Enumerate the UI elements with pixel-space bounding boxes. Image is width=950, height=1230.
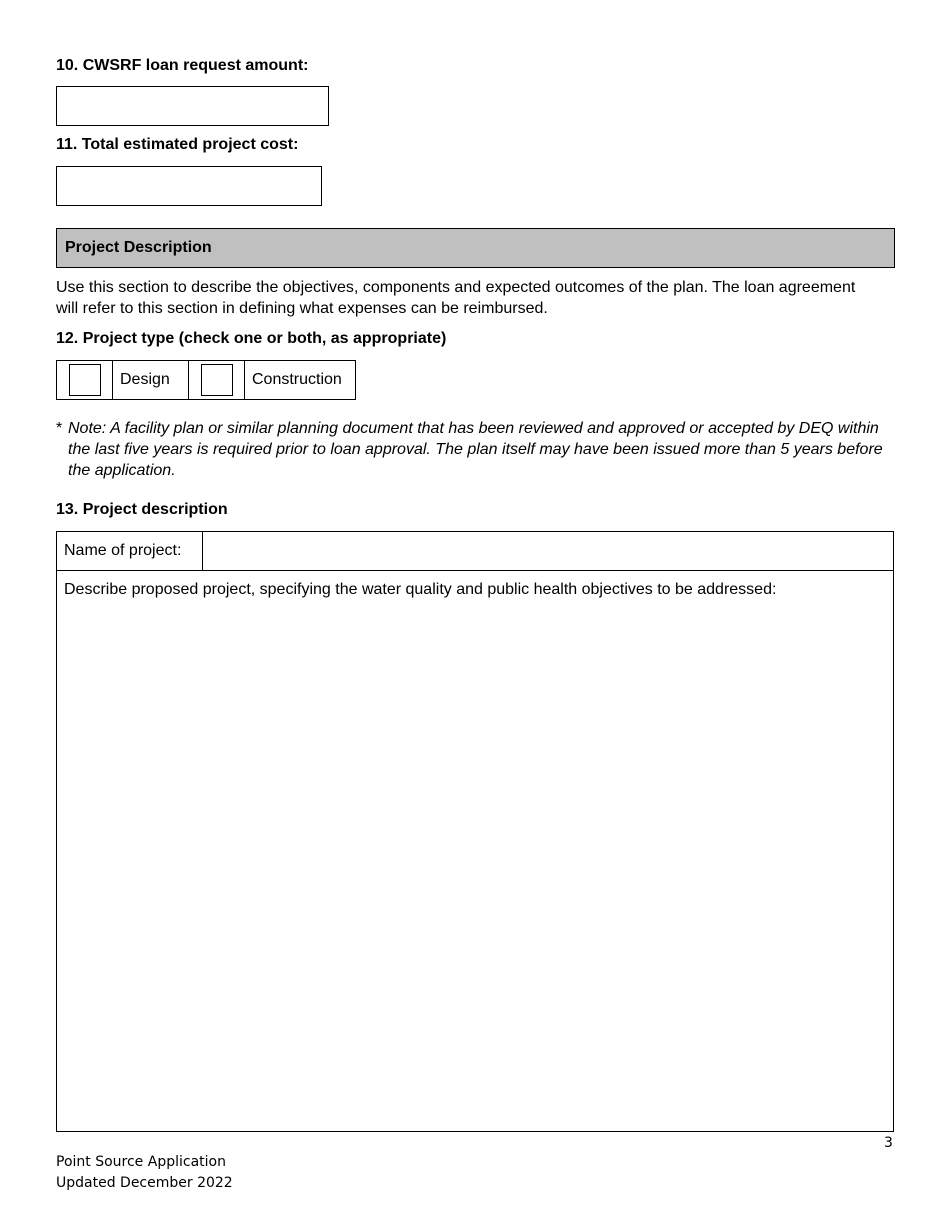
design-checkbox-cell: [57, 361, 113, 400]
project-description-label: 13. Project description: [56, 501, 228, 518]
loan-request-amount-input[interactable]: [56, 86, 329, 126]
footer-doc-title: Point Source Application: [56, 1154, 226, 1170]
project-type-label: 12. Project type (check one or both, as appropriate): [56, 330, 447, 347]
total-cost-input[interactable]: [56, 166, 322, 206]
footer-updated-date: Updated December 2022: [56, 1175, 233, 1191]
loan-request-label: 10. CWSRF loan request amount:: [56, 57, 309, 74]
project-name-label: Name of project:: [57, 532, 203, 571]
page-number: 3: [884, 1135, 893, 1151]
note-asterisk: *: [56, 420, 63, 437]
describe-project-textarea[interactable]: [57, 604, 893, 1131]
construction-checkbox-cell: [189, 361, 245, 400]
construction-option-label: Construction: [245, 361, 356, 400]
project-name-input[interactable]: [203, 532, 893, 571]
design-checkbox[interactable]: [69, 364, 101, 396]
design-option-label: Design: [113, 361, 189, 400]
project-type-table: [56, 360, 356, 400]
section-intro-text: Use this section to describe the objectives, components and expected outcomes of the plan. The loan agreement will refer to this section in defining what expenses can be reimbursed.: [56, 279, 856, 317]
total-cost-label: 11. Total estimated project cost:: [56, 136, 299, 153]
construction-checkbox[interactable]: [201, 364, 233, 396]
project-description-table: [56, 531, 894, 1132]
section-header-project-description: Project Description: [56, 228, 895, 268]
note-text: Note: A facility plan or similar planning document that has been reviewed and approved or accepted by DEQ within the last five years is required prior to loan approval. The plan itself may have been issued more than 5 years before the application.: [68, 420, 883, 479]
describe-project-prompt: Describe proposed project, specifying the water quality and public health objectives to be addressed:: [64, 581, 777, 598]
